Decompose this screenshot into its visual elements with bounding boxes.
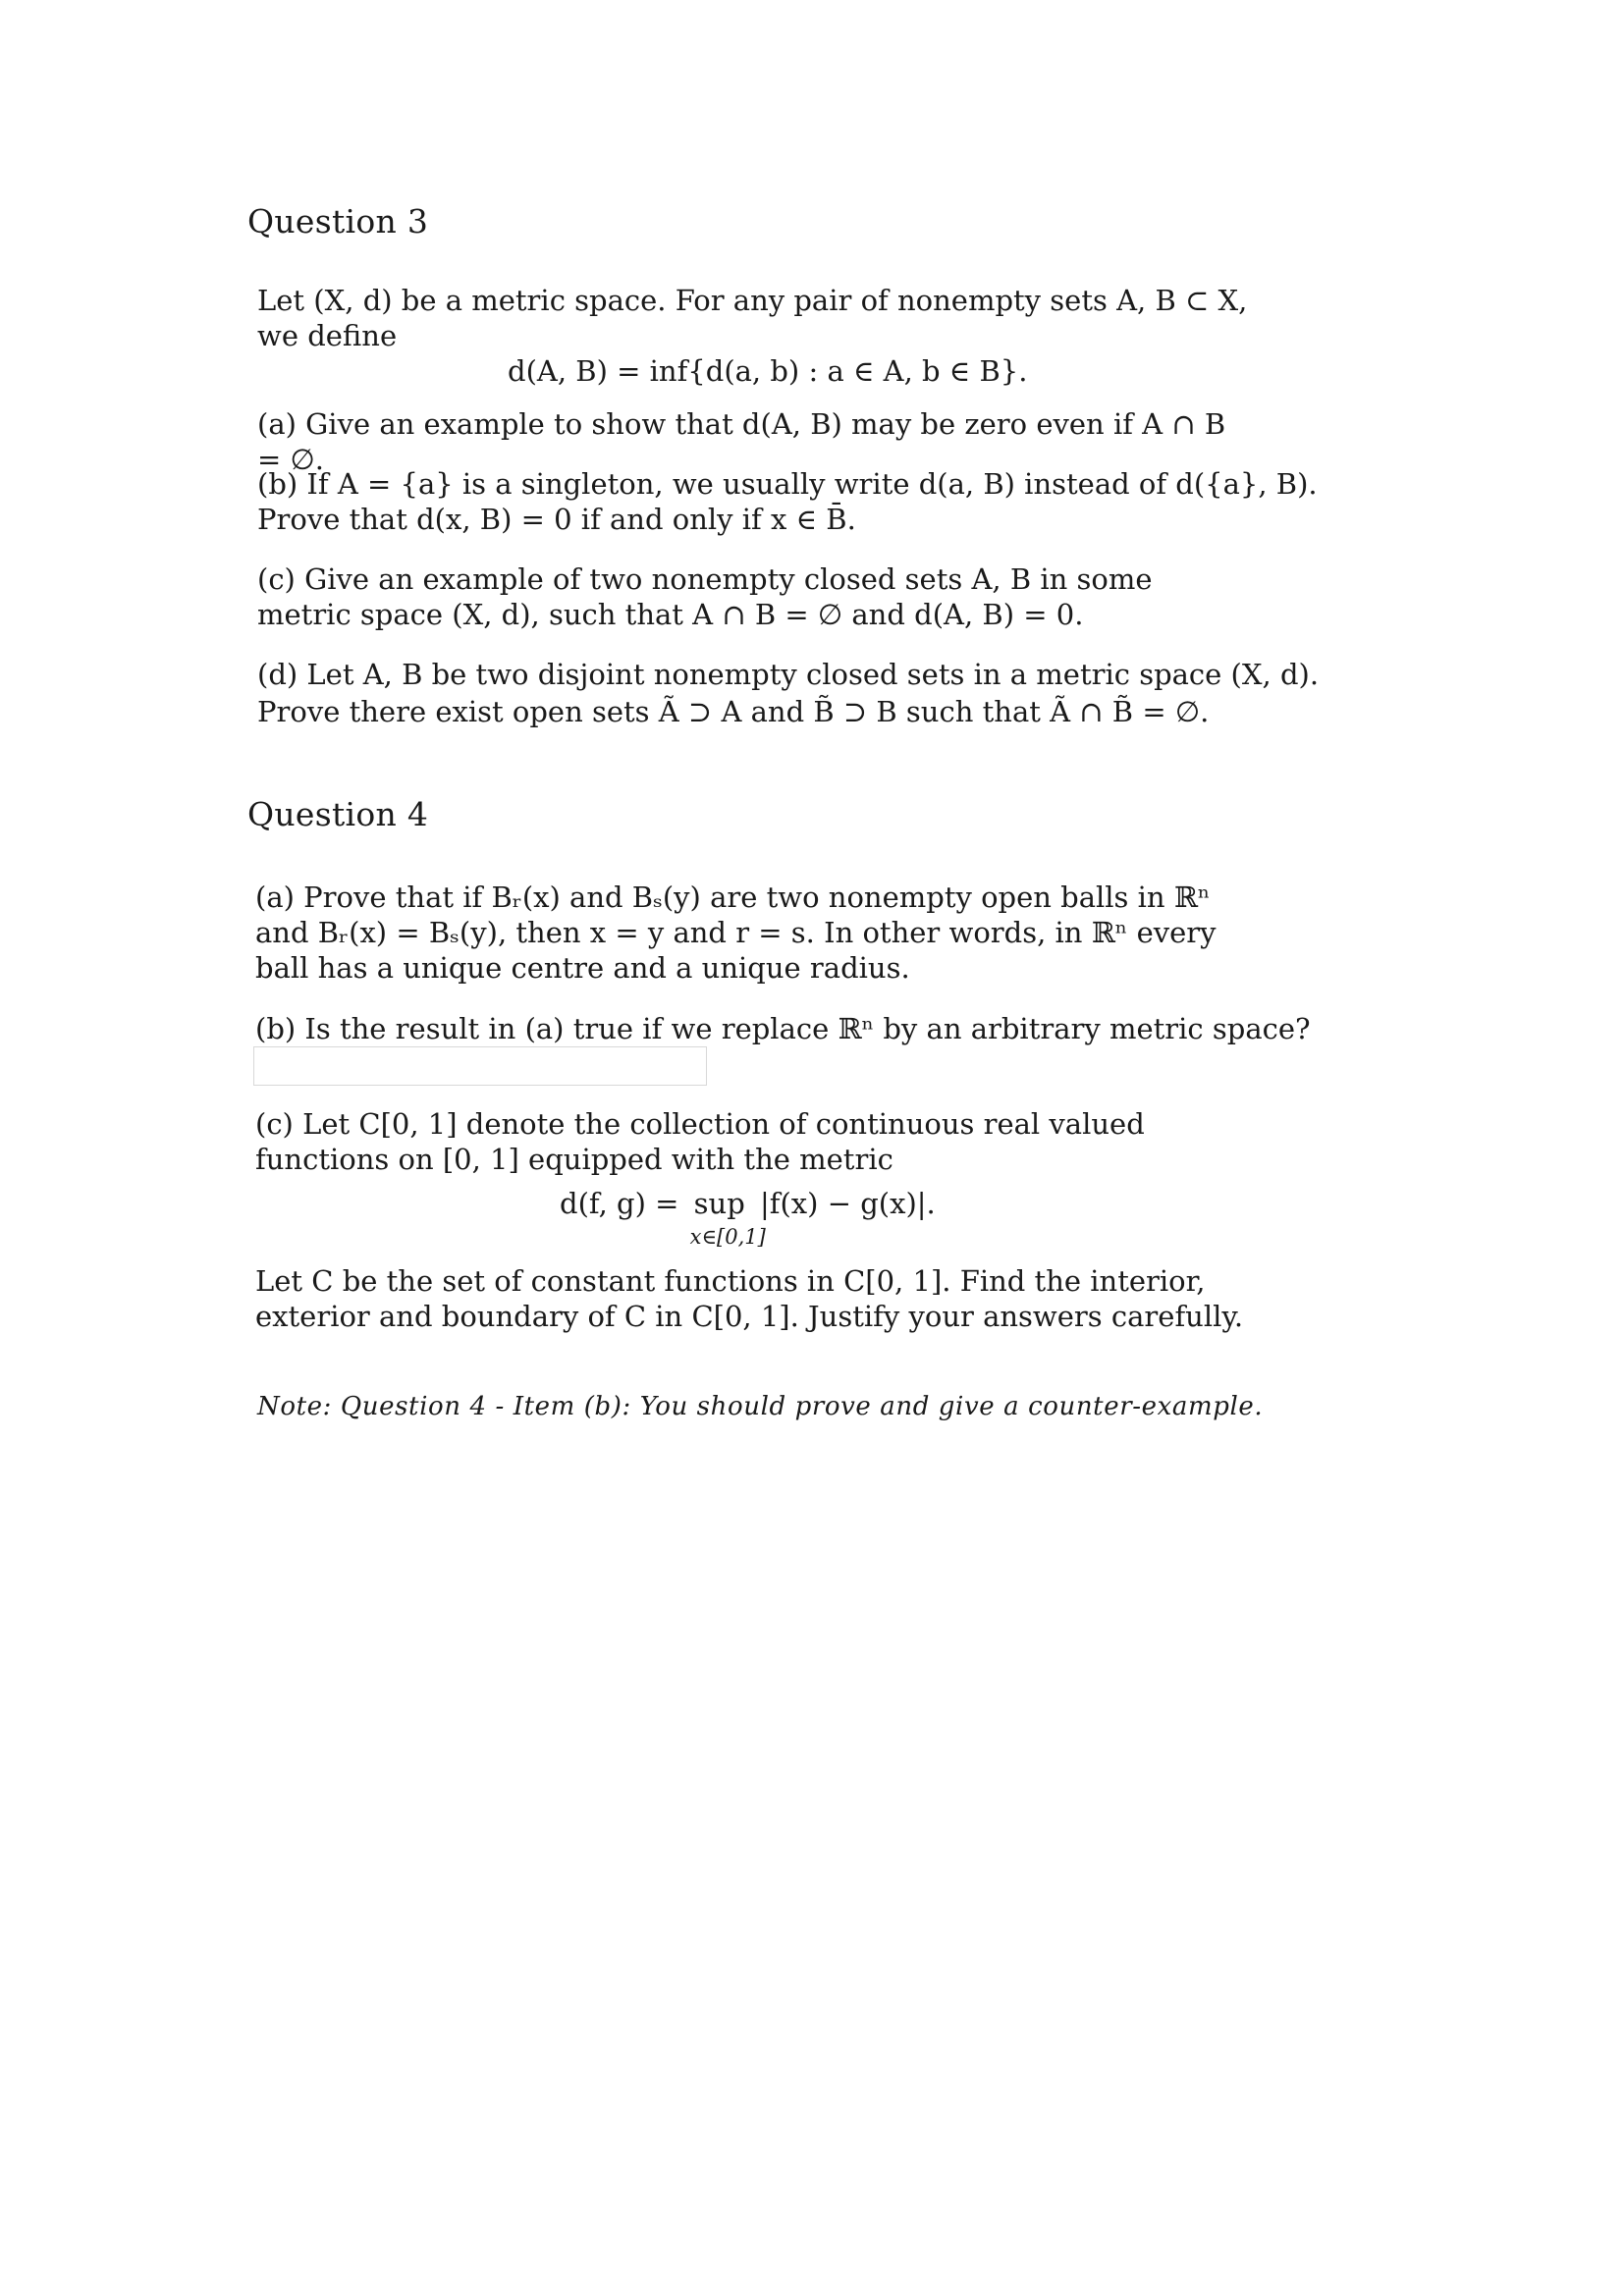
question-4-heading: Question 4	[247, 795, 429, 833]
answer-input-box[interactable]	[253, 1046, 707, 1086]
footnote: Note: Question 4 - Item (b): You should prove and give a counter-example.	[257, 1392, 1264, 1421]
question-3-part-d-line-1: (d) Let A, B be two disjoint nonempty closed sets in a metric space (X, d).	[257, 658, 1320, 691]
question-4-part-c-task: Let C be the set of constant functions in C[0, 1]. Find the interior, exterior and boundary of C in C[0, 1]. Justify your answers carefully.	[255, 1264, 1244, 1333]
question-3-part-a: (a) Give an example to show that d(A, B) may be zero even if A ∩ B = ∅.	[257, 407, 1226, 476]
metric-sup: sup	[693, 1187, 745, 1220]
question-4-part-c-intro: (c) Let C[0, 1] denote the collection of continuous real valued functions on [0, 1] equipped with the metric	[255, 1107, 1145, 1176]
metric-sup-operator	[689, 1186, 766, 1249]
question-3-part-c: (c) Give an example of two nonempty closed sets A, B in some metric space (X, d), such that A ∩ B = ∅ and d(A, B) = 0.	[257, 562, 1153, 631]
question-4-part-a: (a) Prove that if Bᵣ(x) and Bₛ(y) are two nonempty open balls in ℝⁿ and Bᵣ(x) = Bₛ(y), then x = y and r = s. In other words, in ℝⁿ every ball has a unique centre and a unique radius.	[255, 881, 1217, 985]
question-3-intro: Let (X, d) be a metric space. For any pair of nonempty sets A, B ⊂ X, we define	[257, 284, 1248, 352]
question-3-part-d-line-2: Prove there exist open sets Ã ⊃ A and B̃ ⊃ B such that Ã ∩ B̃ = ∅.	[257, 695, 1210, 728]
question-3-part-b-line-2: Prove that d(x, B) = 0 if and only if x ∈ B̄.	[257, 503, 856, 536]
question-4-part-b: (b) Is the result in (a) true if we replace ℝⁿ by an arbitrary metric space?	[255, 1012, 1311, 1045]
metric-rhs: |f(x) − g(x)|.	[759, 1187, 936, 1220]
question-4-metric-equation	[560, 1186, 936, 1249]
question-3-definition: d(A, B) = inf{d(a, b) : a ∈ A, b ∈ B}.	[508, 354, 1028, 388]
metric-sup-subscript: x∈[0,1]	[689, 1225, 766, 1249]
metric-lhs: d(f, g) =	[560, 1187, 679, 1220]
question-3-heading: Question 3	[247, 202, 429, 240]
question-3-part-b-line-1: (b) If A = {a} is a singleton, we usually write d(a, B) instead of d({a}, B).	[257, 467, 1318, 501]
